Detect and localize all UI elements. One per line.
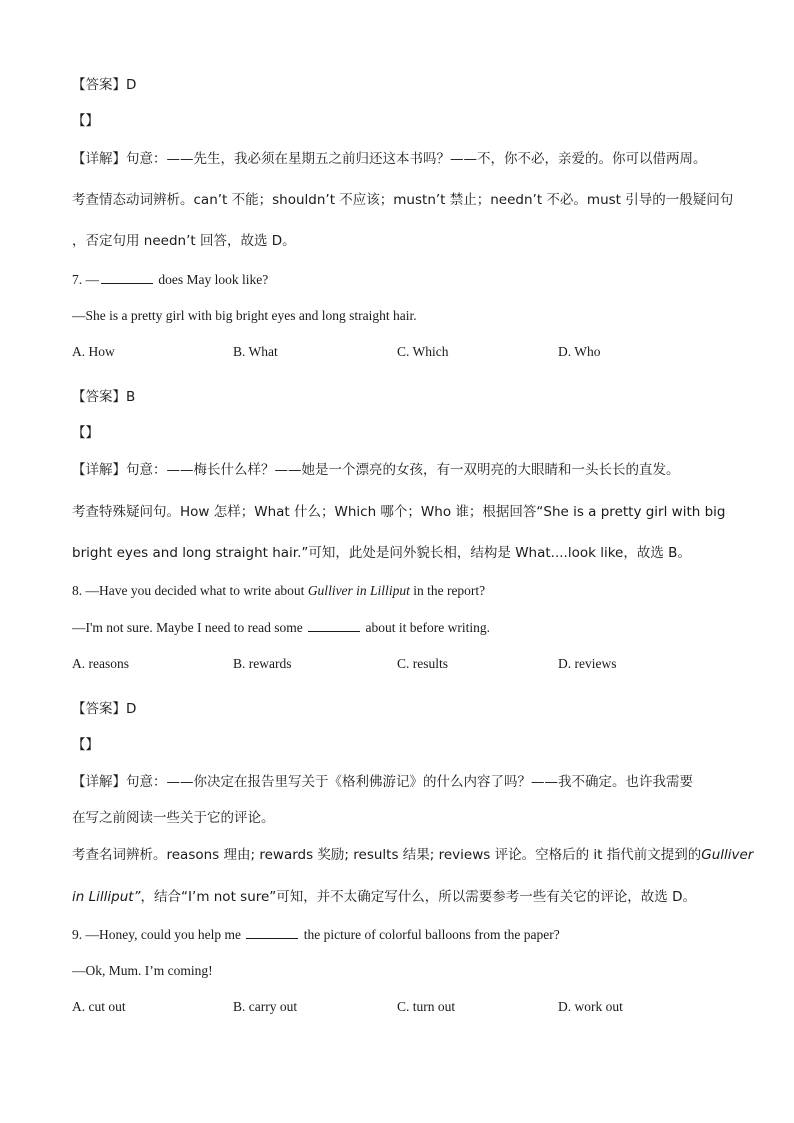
q6-bracket: 【】 bbox=[72, 113, 99, 129]
explain-text: 句意：——梅长什么样？——她是一个漂亮的女孩，有一双明亮的大眼睛和一头长长的直发。 bbox=[126, 462, 680, 478]
q8-explain-4 bbox=[72, 885, 696, 905]
q7-bracket: 【】 bbox=[72, 425, 99, 441]
explain-text: 句意：——你决定在报告里写关于《格利佛游记》的什么内容了吗？——我不确定。也许我需要 bbox=[126, 774, 693, 790]
q8-explain-1 bbox=[72, 770, 693, 790]
stem-post: the picture of colorful balloons from the paper? bbox=[303, 927, 560, 942]
q9-option-b: B. carry out bbox=[233, 999, 298, 1014]
q7-explain-3: bright eyes and long straight hair.”可知，此处是问外貌长相，结构是 What....look like，故选 B。 bbox=[72, 545, 691, 561]
answer-tag: 【答案】 bbox=[72, 389, 126, 405]
answer-tag: 【答案】 bbox=[72, 77, 126, 93]
q8-answer bbox=[72, 697, 136, 717]
q8-explain-3 bbox=[72, 843, 753, 863]
q6-explain-2: 考查情态动词辨析。can’t 不能；shouldn’t 不应该；mustn’t 禁止；needn’t 不必。must 引导的一般疑问句 bbox=[72, 192, 734, 208]
stem-pre: 9. —Honey, could you help me bbox=[72, 927, 241, 942]
explain-tag: 【详解】 bbox=[72, 151, 126, 167]
explain-tag: 【详解】 bbox=[72, 774, 126, 790]
stem-post: in the report? bbox=[409, 583, 486, 598]
q7-explain-2: 考查特殊疑问句。How 怎样；What 什么；Which 哪个；Who 谁；根据回答“She is a pretty girl with big bbox=[72, 504, 726, 520]
q8-explain-2: 在写之前阅读一些关于它的评论。 bbox=[72, 810, 275, 826]
q7-answer bbox=[72, 385, 135, 405]
answer-blank bbox=[246, 927, 298, 939]
stem-pre: 8. —Have you decided what to write about bbox=[72, 583, 308, 598]
book-title: Gulliver in Lilliput bbox=[307, 583, 410, 598]
q6-explain-1 bbox=[72, 147, 707, 167]
q8-bracket: 【】 bbox=[72, 737, 99, 753]
explain-tag: 【详解】 bbox=[72, 462, 126, 478]
stem-post: does May look like? bbox=[158, 272, 269, 287]
reply-post: about it before writing. bbox=[365, 620, 490, 635]
explain-text: ，结合“I’m not sure”可知，并不太确定写什么，所以需要参考一些有关它的评论，故选 D。 bbox=[140, 889, 696, 905]
book-title-part: Gulliver bbox=[701, 847, 754, 863]
q7-option-c: C. Which bbox=[397, 344, 449, 359]
q8-reply bbox=[72, 620, 490, 636]
q7-option-d: D. Who bbox=[558, 344, 601, 359]
q9-option-d: D. work out bbox=[558, 999, 623, 1014]
q6-answer bbox=[72, 73, 136, 93]
q8-option-b: B. rewards bbox=[233, 656, 292, 671]
q8-option-a: A. reasons bbox=[72, 656, 129, 671]
answer-blank bbox=[308, 620, 360, 632]
q8-option-d: D. reviews bbox=[558, 656, 617, 671]
q9-stem bbox=[72, 927, 560, 943]
q9-option-c: C. turn out bbox=[397, 999, 456, 1014]
q6-explain-3: ，否定句用 needn’t 回答，故选 D。 bbox=[72, 233, 296, 249]
q7-stem bbox=[72, 272, 268, 288]
q9-option-a: A. cut out bbox=[72, 999, 126, 1014]
answer-blank bbox=[101, 272, 153, 284]
q7-reply: —She is a pretty girl with big bright eyes and long straight hair. bbox=[72, 308, 417, 323]
explain-text: 考查名词辨析。reasons 理由; rewards 奖励; results 结果; reviews 评论。空格后的 it 指代前文提到的 bbox=[72, 847, 702, 863]
answer-value: D bbox=[126, 77, 137, 93]
book-title-part: in Lilliput” bbox=[72, 889, 141, 905]
reply-pre: —I'm not sure. Maybe I need to read some bbox=[72, 620, 303, 635]
explain-text: 句意：——先生，我必须在星期五之前归还这本书吗？——不，你不必，亲爱的。你可以借两周。 bbox=[126, 151, 707, 167]
answer-value: B bbox=[126, 389, 136, 405]
stem-pre: 7. — bbox=[72, 272, 99, 287]
q8-stem bbox=[72, 583, 485, 599]
q7-option-b: B. What bbox=[233, 344, 278, 359]
q7-option-a: A. How bbox=[72, 344, 115, 359]
answer-tag: 【答案】 bbox=[72, 701, 126, 717]
answer-value: D bbox=[126, 701, 137, 717]
q9-reply: —Ok, Mum. I’m coming! bbox=[72, 963, 213, 978]
q7-explain-1 bbox=[72, 458, 680, 478]
q8-option-c: C. results bbox=[397, 656, 449, 671]
